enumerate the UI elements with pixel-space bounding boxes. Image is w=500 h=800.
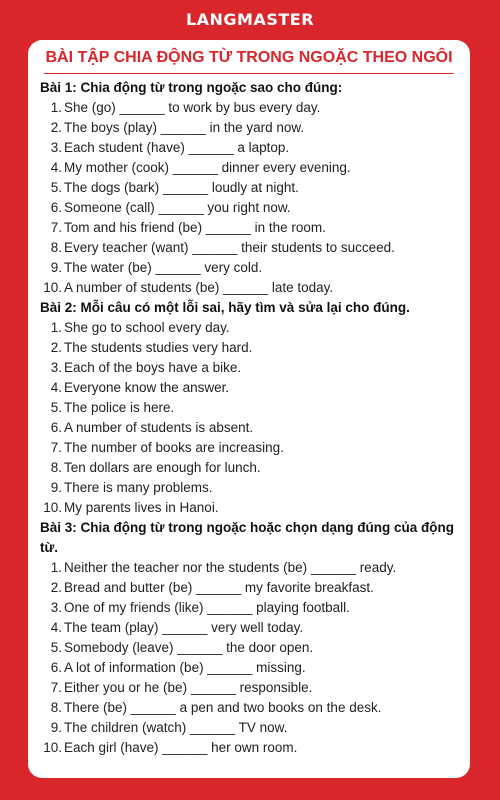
exercise-item <box>40 458 460 478</box>
worksheet-card <box>28 40 470 778</box>
item-text: My parents lives in Hanoi. <box>64 500 219 515</box>
item-text: A number of students is absent. <box>64 420 254 435</box>
exercise-item <box>40 418 460 438</box>
item-number: 3. <box>50 360 62 375</box>
item-number: 3. <box>50 140 62 155</box>
item-number: 5. <box>50 180 62 195</box>
exercise-item <box>40 278 460 298</box>
exercise-item <box>40 98 460 118</box>
item-text: There (be) ______ a pen and two books on the desk. <box>64 700 382 715</box>
item-text: Each girl (have) ______ her own room. <box>64 740 298 755</box>
exercise-item <box>40 338 460 358</box>
exercise-item <box>40 718 460 738</box>
exercise-item <box>40 638 460 658</box>
item-number: 1. <box>50 320 62 335</box>
exercise-item <box>40 618 460 638</box>
item-text: The students studies very hard. <box>64 340 253 355</box>
item-text: Someone (call) ______ you right now. <box>64 200 291 215</box>
item-text: Somebody (leave) ______ the door open. <box>64 640 314 655</box>
item-number: 4. <box>50 620 62 635</box>
exercise-item <box>40 238 460 258</box>
item-text: The children (watch) ______ TV now. <box>64 720 288 735</box>
item-text: There is many problems. <box>64 480 213 495</box>
exercise-item <box>40 198 460 218</box>
exercise-item <box>40 378 460 398</box>
exercise-section <box>40 78 460 298</box>
item-text: The water (be) ______ very cold. <box>64 260 263 275</box>
item-text: My mother (cook) ______ dinner every evening. <box>64 160 351 175</box>
item-number: 8. <box>50 460 62 475</box>
item-text: She go to school every day. <box>64 320 230 335</box>
exercise-section <box>40 518 460 758</box>
item-text: One of my friends (like) ______ playing football. <box>64 600 350 615</box>
exercise-item <box>40 578 460 598</box>
item-text: Ten dollars are enough for lunch. <box>64 460 261 475</box>
item-text: She (go) ______ to work by bus every day. <box>64 100 321 115</box>
item-number: 9. <box>50 260 62 275</box>
item-number: 1. <box>50 100 62 115</box>
exercise-item <box>40 158 460 178</box>
exercise-item <box>40 258 460 278</box>
item-number: 7. <box>50 220 62 235</box>
exercise-list <box>40 558 460 758</box>
item-text: Everyone know the answer. <box>64 380 230 395</box>
exercise-item <box>40 678 460 698</box>
item-number: 5. <box>50 400 62 415</box>
item-text: A lot of information (be) ______ missing. <box>64 660 306 675</box>
exercise-item <box>40 598 460 618</box>
worksheet-title: BÀI TẬP CHIA ĐỘNG TỪ TRONG NGOẶC THEO NGÔI <box>45 49 453 66</box>
item-number: 6. <box>50 420 62 435</box>
exercise-item <box>40 218 460 238</box>
item-number: 9. <box>50 720 62 735</box>
item-number: 8. <box>50 700 62 715</box>
exercise-section <box>40 298 460 518</box>
item-text: Each of the boys have a bike. <box>64 360 242 375</box>
exercise-item <box>40 118 460 138</box>
item-text: The boys (play) ______ in the yard now. <box>64 120 305 135</box>
exercise-item <box>40 738 460 758</box>
exercise-item <box>40 658 460 678</box>
item-text: Each student (have) ______ a laptop. <box>64 140 290 155</box>
item-number: 1. <box>50 560 62 575</box>
item-text: The police is here. <box>64 400 175 415</box>
item-number: 3. <box>50 600 62 615</box>
item-text: Neither the teacher nor the students (be) ______ ready. <box>64 560 397 575</box>
item-text: Tom and his friend (be) ______ in the room. <box>64 220 326 235</box>
item-number: 4. <box>50 160 62 175</box>
item-number: 10. <box>43 740 62 755</box>
item-number: 6. <box>50 200 62 215</box>
exercise-list <box>40 318 460 518</box>
item-number: 2. <box>50 120 62 135</box>
exercise-item <box>40 558 460 578</box>
exercise-item <box>40 398 460 418</box>
section-heading: Bài 1: Chia động từ trong ngoặc sao cho đúng: <box>40 80 343 95</box>
section-heading: Bài 2: Mỗi câu có một lỗi sai, hãy tìm và sửa lại cho đúng. <box>40 300 410 315</box>
item-number: 8. <box>50 240 62 255</box>
item-text: Bread and butter (be) ______ my favorite breakfast. <box>64 580 374 595</box>
item-text: Either you or he (be) ______ responsible. <box>64 680 313 695</box>
brand-logo: LANGMASTER <box>185 10 315 29</box>
item-text: The team (play) ______ very well today. <box>64 620 304 635</box>
item-number: 6. <box>50 660 62 675</box>
item-number: 5. <box>50 640 62 655</box>
exercise-item <box>40 438 460 458</box>
exercise-item <box>40 178 460 198</box>
exercise-item <box>40 498 460 518</box>
section-heading: Bài 3: Chia động từ trong ngoặc hoặc chọn dạng đúng của động từ. <box>40 520 455 555</box>
exercise-item <box>40 138 460 158</box>
item-text: The dogs (bark) ______ loudly at night. <box>64 180 299 195</box>
item-number: 10. <box>43 280 62 295</box>
item-number: 4. <box>50 380 62 395</box>
exercise-item <box>40 478 460 498</box>
item-number: 7. <box>50 440 62 455</box>
item-text: The number of books are increasing. <box>64 440 284 455</box>
exercise-item <box>40 358 460 378</box>
worksheet-content <box>28 74 470 758</box>
item-text: Every teacher (want) ______ their students to succeed. <box>64 240 395 255</box>
item-text: A number of students (be) ______ late today. <box>64 280 334 295</box>
item-number: 7. <box>50 680 62 695</box>
item-number: 10. <box>43 500 62 515</box>
exercise-list <box>40 98 460 298</box>
exercise-item <box>40 698 460 718</box>
item-number: 2. <box>50 580 62 595</box>
item-number: 2. <box>50 340 62 355</box>
item-number: 9. <box>50 480 62 495</box>
exercise-item <box>40 318 460 338</box>
